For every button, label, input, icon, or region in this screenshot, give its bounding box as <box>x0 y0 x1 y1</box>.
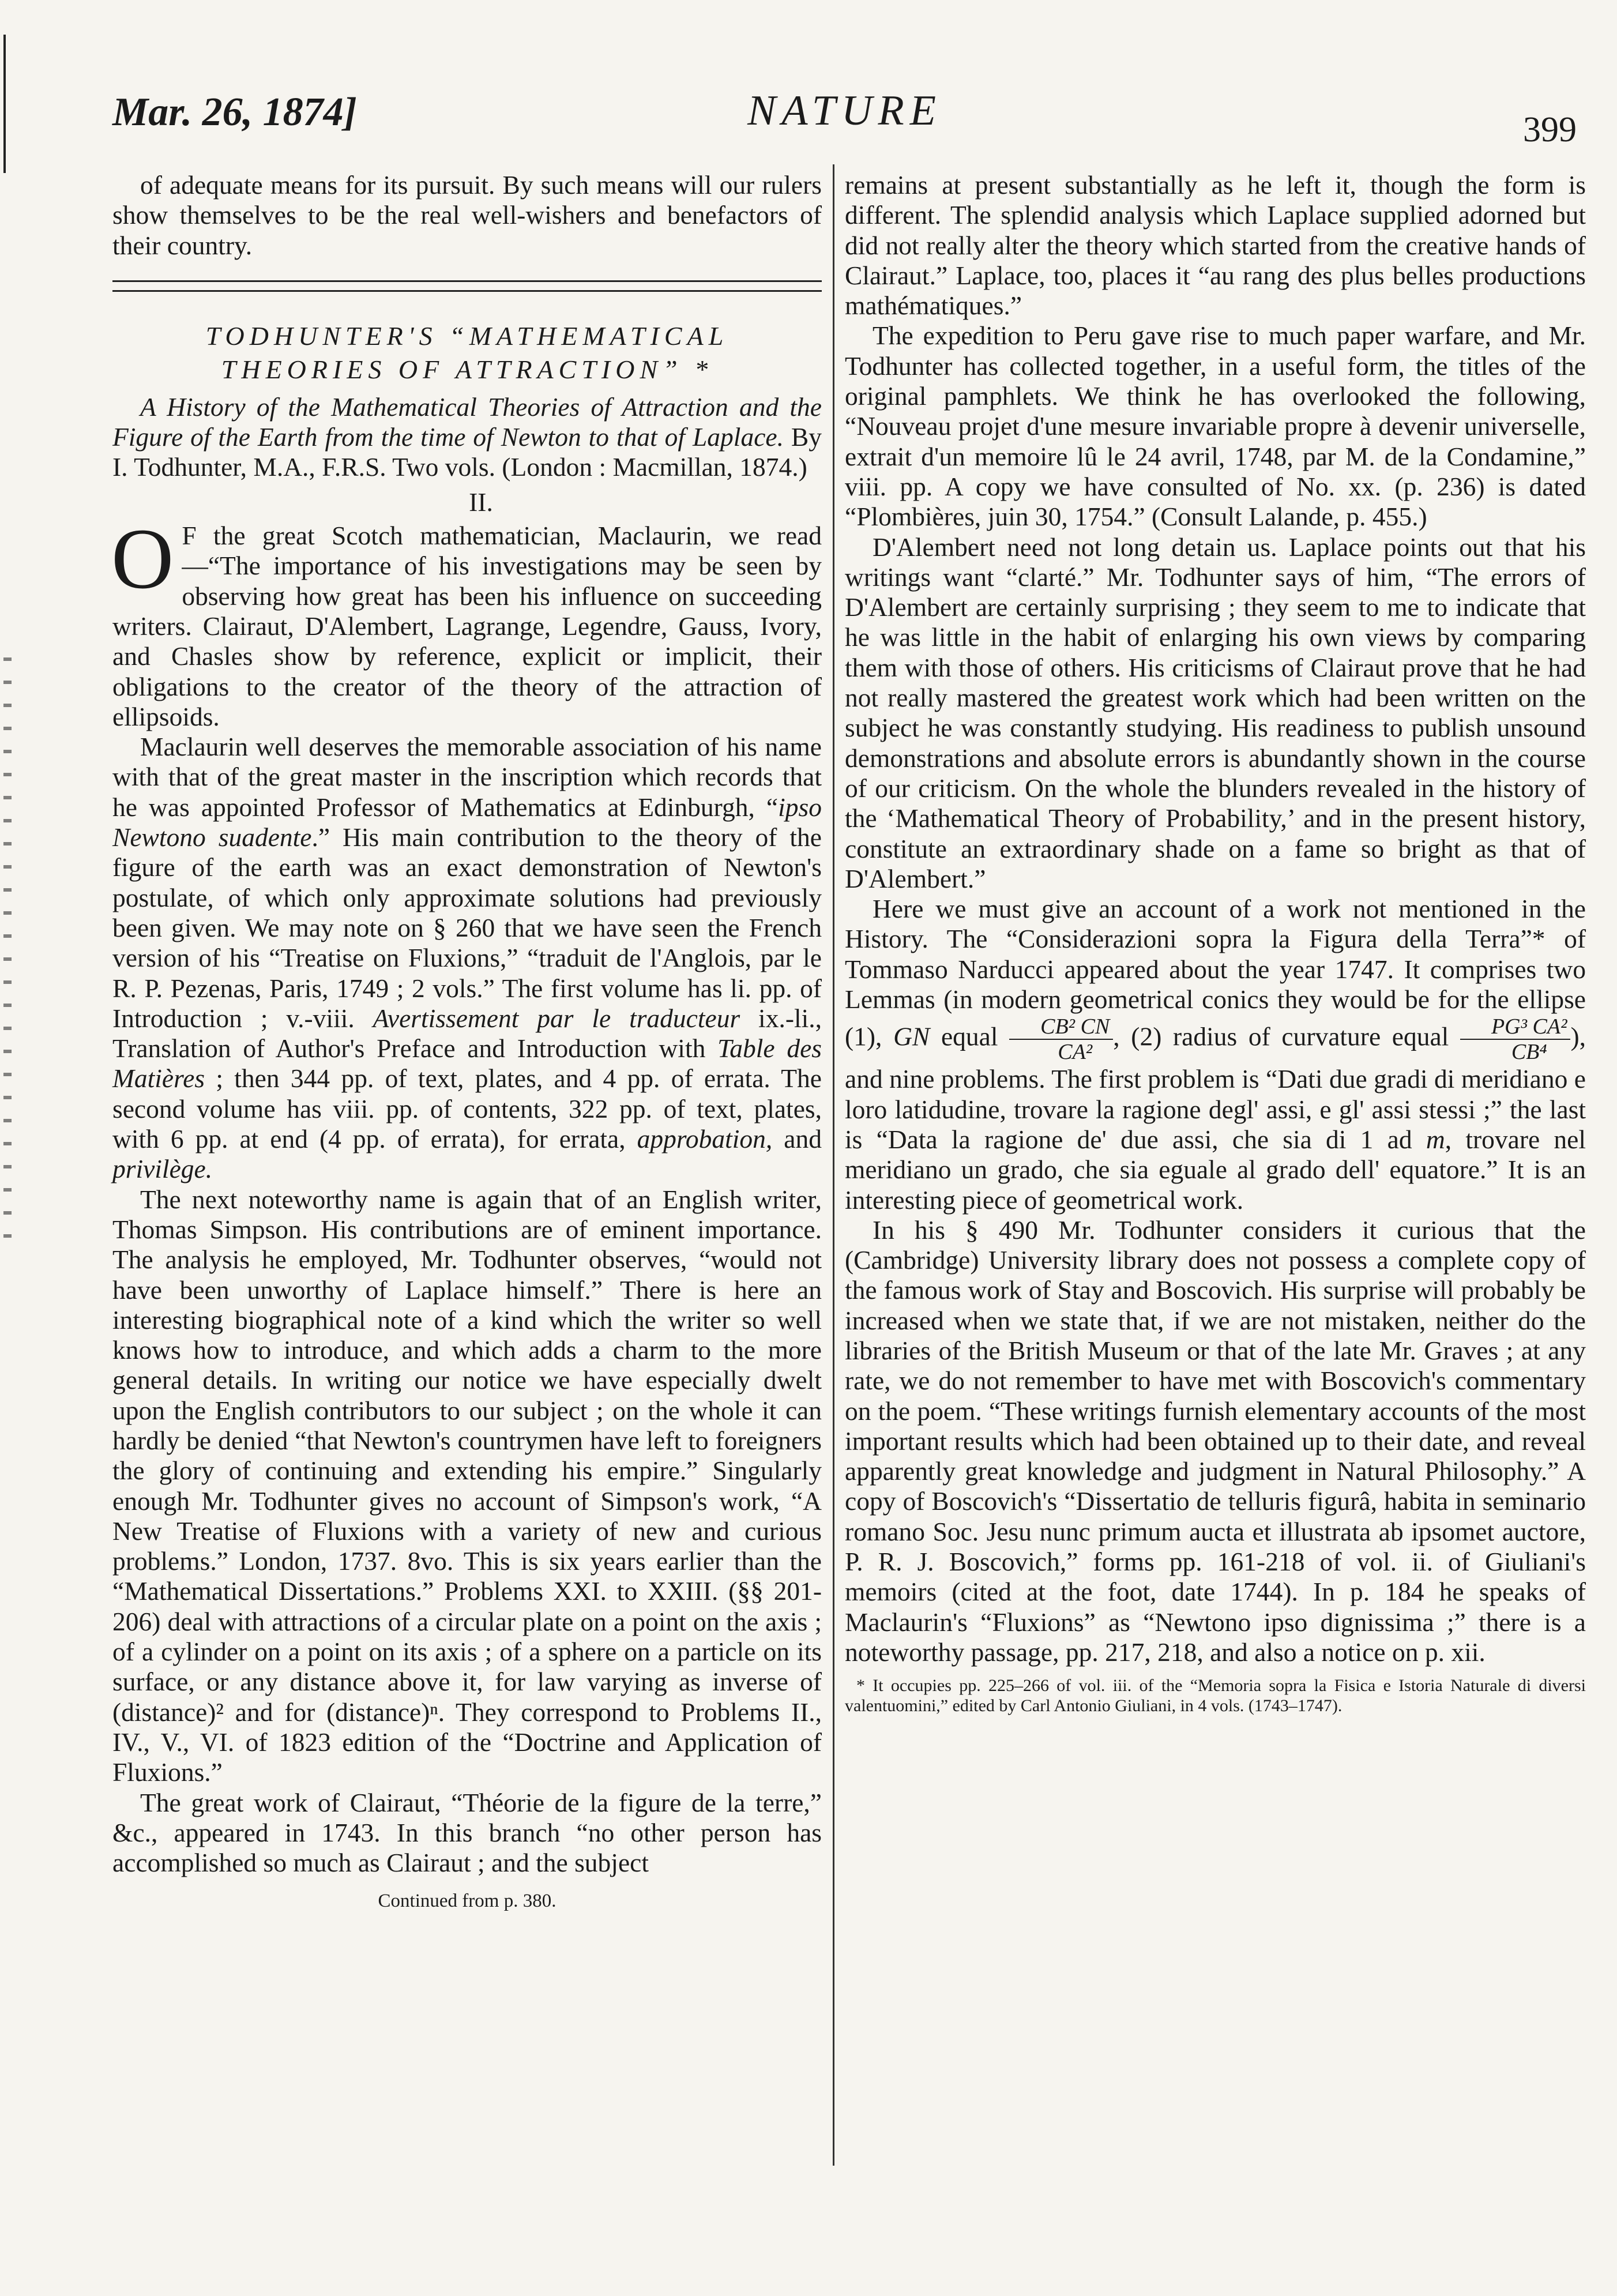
fraction-1-denominator: CA² <box>1058 1040 1093 1065</box>
book-citation <box>112 392 822 483</box>
fraction-1-numerator: CB² CN <box>1009 1014 1113 1040</box>
math-symbol: GN <box>893 1021 930 1051</box>
part-number: II. <box>469 487 493 517</box>
fraction-2 <box>1460 1014 1571 1064</box>
fraction-2-numerator: PG³ CA² <box>1460 1014 1571 1040</box>
book-title: A History of the Mathematical Theories of Attraction and the Figure of the Earth from the time of Newton to that of Laplace. <box>112 392 822 452</box>
fraction-1 <box>1009 1014 1113 1064</box>
italic-run: Avertissement par le traducteur <box>373 1003 740 1033</box>
italic-run: approbation, <box>637 1124 773 1154</box>
right-column <box>845 170 1586 1716</box>
journal-title: NATURE <box>747 87 942 134</box>
page-header <box>112 87 1577 156</box>
binding-edge-mark <box>3 35 6 173</box>
text-run: ix.-li., Translation of Author's Preface and Introduction with <box>112 1003 822 1064</box>
paragraph-maclaurin-intro <box>111 511 822 732</box>
previous-article-end: of adequate means for its pursuit. By such means will our rulers show themselves to be the real well-wishers and benefactors of their country. <box>112 170 822 260</box>
left-column <box>112 170 822 1917</box>
continued-note: Continued from p. 380. <box>378 1891 556 1912</box>
page-number: 399 <box>1523 110 1577 149</box>
paragraph-peru: The expedition to Peru gave rise to much paper warfare, and Mr. Todhunter has collected together, in a useful form, the titles of the original pamphlets. We think he has overlooked the following, “Nouveau projet d'une mesure invariable propre à devenir universelle, extrait d'un memoire lû le 24 avril, 1748, par M. de la Condamine,” viii. pp. A copy we have consulted of No. xx. (p. 236) is dated “Plombières, juin 30, 1754.” (Consult Lalande, p. 455.) <box>845 321 1586 532</box>
text-run: , (2) radius of curvature equal <box>1113 1021 1460 1051</box>
book-author: By I. Todhunter, M.A., F.R.S. Two vols. (London : Macmillan, 1874.) <box>112 422 822 482</box>
text-run: equal <box>930 1021 1010 1051</box>
italic-run: ipso Newtono suadente <box>112 792 822 852</box>
paragraph-boscovich: In his § 490 Mr. Todhunter considers it curious that the (Cambridge) University library does not possess a complete copy of the famous work of Stay and Boscovich. His surprise will probably be increased when we state that, if we are not mistaken, neither do the libraries of the British Museum or that of the late Mr. Graves ; at any rate, we do not remember to have met with Boscovich's commentary on the poem. “These writings furnish elementary accounts of the most important results which had been obtained up to their date, and reveal apparently great knowledge and judgment in Natural Philosophy.” A copy of Boscovich's “Dissertatio de telluris figurâ, habita in seminario romano Soc. Jesu nunc primum aucta et illustrata ab ipsomet auctore, P. R. J. Boscovich,” forms pp. 161-218 of vol. ii. of Giuliani's memoirs (cited at the foot, date 1744). In p. 184 he speaks of Maclaurin's “Fluxions” as “Newtono ipso dignissima ;” there is a noteworthy passage, pp. 217, 218, and also a notice on p. xii. <box>845 1215 1586 1667</box>
math-symbol: m <box>1426 1124 1445 1154</box>
text-run: ; then 344 pp. of text, plates, and 4 pp. of errata. The second volume has viii. pp. of contents, 322 pp. of text, plates, with 6 pp. at end (4 pp. of errata), for errata, <box>112 1064 822 1154</box>
italic-run: privilège. <box>112 1154 213 1184</box>
issue-date: Mar. 26, 1874] <box>112 90 357 134</box>
text-run: Here we must give an account of a work not mentioned in the History. The “Considerazioni sopra la Figura della Terra”* of Tommaso Narducci appeared about the year 1747. It comprises two Lemmas (in modern geometrical conics they would be for the ellipse (1), <box>845 894 1586 1051</box>
paragraph-maclaurin-intro-text: F the great Scotch mathematician, Maclaurin, we read—“The importance of his investigations may be seen by observing how great has been his influence on succeeding writers. Clairaut, D'Alembert, Lagrange, Legendre, Gauss, Ivory, and Chasles show by reference, explicit or implicit, their obligations to the creator of the theory of the attraction of ellipsoids. <box>112 521 822 731</box>
text-run: Maclaurin well deserves the memorable association of his name with that of the great master in the inscription which records that he was appointed Professor of Mathematics at Edinburgh, “ <box>112 732 822 822</box>
binding-specks <box>3 657 12 1252</box>
article-title-line-2: THEORIES OF ATTRACTION” * <box>221 354 713 384</box>
paragraph-clairaut: The great work of Clairaut, “Théorie de la figure de la terre,” &c., appeared in 1743. In this branch “no other person has accomplished so much as Clairaut ; and the subject <box>112 1787 822 1878</box>
text-run: , trovare nel meridiano un grado, che sia eguale al grado dell' equatore.” It is an interesting piece of geometrical work. <box>845 1124 1586 1215</box>
text-run: and <box>772 1124 822 1154</box>
paragraph-maclaurin <box>112 732 822 1184</box>
column-divider <box>833 164 834 2166</box>
footnote: * It occupies pp. 225–266 of vol. iii. of the “Memoria sopra la Fisica e Istoria Naturale di diversi valentuomini,” edited by Carl Antonio Giuliani, in 4 vols. (1743–1747). <box>845 1676 1586 1716</box>
paragraph-clairaut-cont: remains at present substantially as he left it, though the form is different. The splendid analysis which Laplace supplied adorned but did not really alter the theory which started from the creative hands of Clairaut.” Laplace, too, places it “au rang des plus belles productions mathématiques.” <box>845 170 1586 321</box>
article-separator <box>112 280 822 292</box>
paragraph-narducci <box>845 894 1586 1215</box>
text-run: ), and nine problems. The first problem is “Dati due gradi di meridiano e loro latidudine, trovare la ragione degl' assi, e gl' assi stessi ;” the last is “Data la ragione de' due assi, che sia di 1 ad <box>845 1021 1586 1154</box>
drop-cap: O <box>111 511 174 607</box>
article-title-line-1: TODHUNTER'S “MATHEMATICAL <box>205 321 729 351</box>
text-run: .” His main contribution to the theory of the figure of the earth was an exact demonstration of Newton's postulate, of which only approximate solutions had previously been given. We may note on § 260 that we have seen the French version of his “Treatise on Fluxions,” “traduit de l'Anglois, par le R. P. Pezenas, Paris, 1749 ; 2 vols.” The first volume has li. pp. of Introduction ; v.-viii. <box>112 822 822 1033</box>
italic-run: Table des Matières <box>112 1034 822 1093</box>
article-title <box>112 320 822 386</box>
fraction-2-denominator: CB⁴ <box>1511 1040 1547 1065</box>
paragraph-dalembert: D'Alembert need not long detain us. Laplace points out that his writings want “clarté.” Mr. Todhunter says of him, “The errors of D'Alembert are certainly surprising ; they seem to me to indicate that he was little in the habit of enlarging his own views by comparing them with those of others. His criticisms of Clairaut prove that he had not really mastered the greatest work which had been written on the subject he was constantly studying. His readiness to publish unsound demonstrations and absolute errors is abundantly shown in the course of our criticism. On the whole the blunders revealed in the history of the ‘Mathematical Theory of Probability,’ and in the present history, constitute an extraordinary shade on a fame so bright as that of D'Alembert.” <box>845 532 1586 893</box>
paragraph-simpson: The next noteworthy name is again that of an English writer, Thomas Simpson. His contributions are of eminent importance. The analysis he employed, Mr. Todhunter observes, “would not have been unworthy of Laplace himself.” There is here an interesting biographical note of a kind which the writer so well knows how to introduce, and which adds a charm to the more general details. In writing our notice we have especially dwelt upon the English contributors to our subject ; on the whole it can hardly be denied “that Newton's countrymen have left to foreigners the glory of continuing and extending his empire.” Singularly enough Mr. Todhunter gives no account of Simpson's work, “A New Treatise of Fluxions with a variety of new and curious problems.” London, 1737. 8vo. This is six years earlier than the “Mathematical Dissertations.” Problems XXI. to XXIII. (§§ 201-206) deal with attractions of a circular plate on a point on the axis ; of a cylinder on a point on its axis ; of a sphere on a particle on its surface, or any distance above it, for law varying as inverse of (distance)² and for (distance)ⁿ. They correspond to Problems II., IV., V., VI. of 1823 edition of the “Doctrine and Application of Fluxions.” <box>112 1184 822 1787</box>
